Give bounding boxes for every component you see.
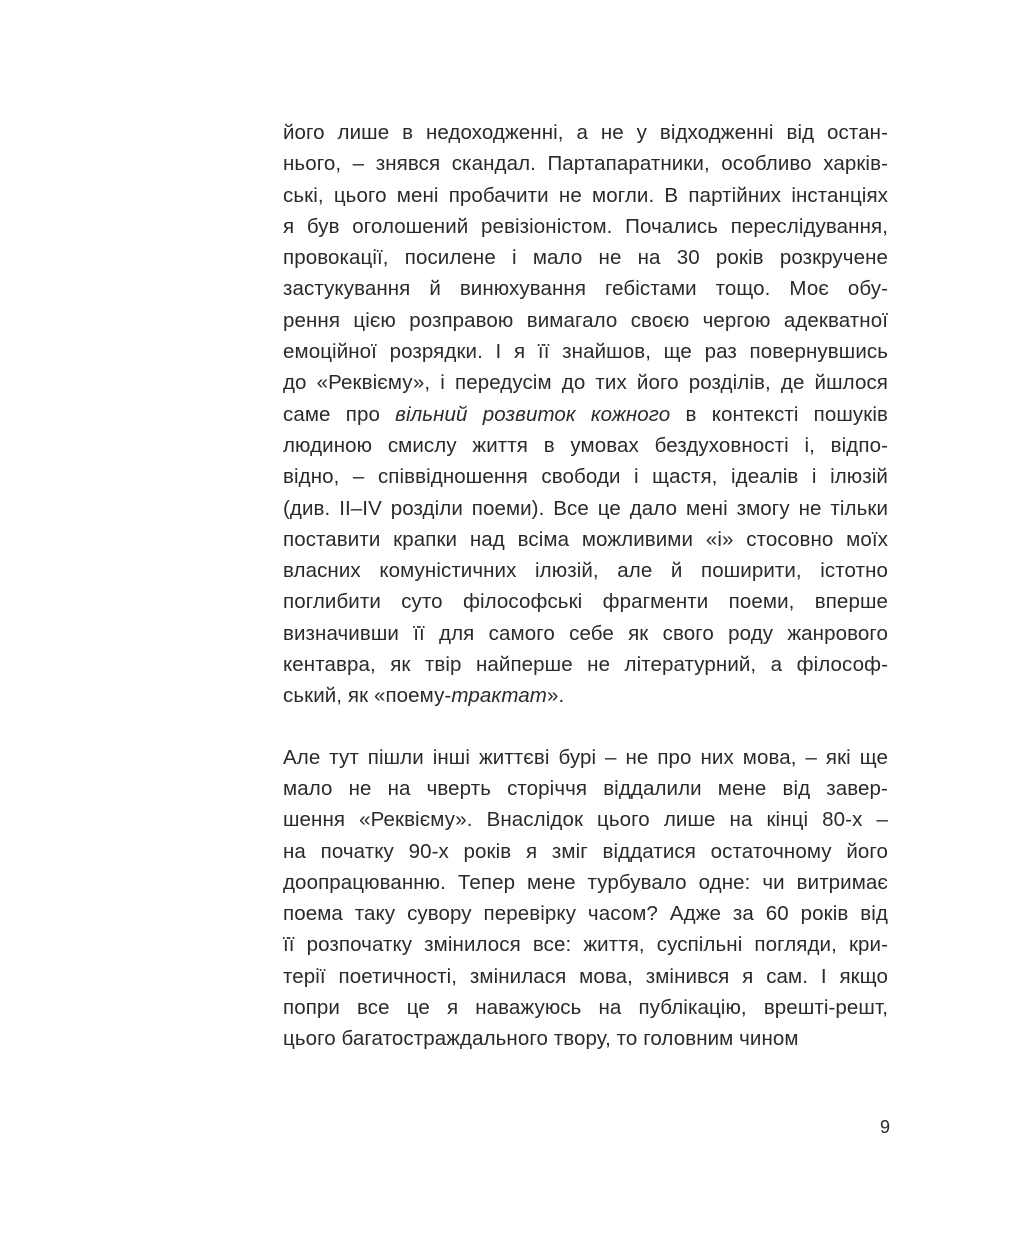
text-line [283,242,888,273]
text-segment: поглибити суто філософські фрагменти поеми, вперше [283,590,888,614]
text-segment: поставити крапки над всіма можливими «і» стосовно моїх [283,527,888,551]
text-line [283,461,888,492]
text-line [283,524,888,555]
text-segment: його лише в недоходженні, а не у відходженні від остан- [283,121,888,144]
text-line [283,211,888,242]
text-line [283,336,888,367]
text-line [283,180,888,211]
text-line [283,148,888,179]
text-segment: людиною смислу життя в умовах бездуховності і, відпо- [283,433,888,457]
italic-segment: вільний розвиток кожного [395,402,671,426]
text-line [283,804,888,835]
text-line [283,867,888,898]
text-segment: в контексті пошуків [670,402,888,426]
text-line [283,555,888,586]
text-segment: я був оголошений ревізіоністом. Почались переслідування, [283,214,888,238]
text-line [283,649,888,680]
text-segment: відно, – співвідношення свободи і щастя, ідеалів і ілюзій [283,465,888,489]
text-segment: рення цією розправою вимагало своєю чергою адекватної [283,308,888,332]
text-line [283,273,888,304]
text-line [283,430,888,461]
text-segment: саме про [283,402,396,426]
text-segment: на початку 90-х років я зміг віддатися остаточному його [283,839,888,863]
italic-segment: трактат [451,684,547,708]
text-line [283,992,888,1023]
text-segment: ський, як «поему- [283,684,452,708]
text-segment: кентавра, як твір найперше не літературний, а філософ- [283,653,888,677]
text-line [283,618,888,649]
text-segment: Але тут пішли інші життєві бурі – не про них мова, – які ще [283,745,888,769]
text-segment: цього багатостраждального твору, то головним чином [283,1027,799,1051]
text-segment: доопрацюванню. Тепер мене турбувало одне: чи витримає [283,870,888,894]
text-segment: шення «Реквієму». Внаслідок цього лише на кінці 80-х – [283,808,888,832]
text-line [283,773,888,804]
page-number: 9 [879,1117,890,1137]
text-segment: до «Реквієму», і передусім до тих його розділів, де йшлося [283,371,888,395]
text-segment: поема таку сувору перевірку часом? Адже за 60 років від [283,902,888,926]
text-line [283,680,888,711]
paragraph [283,117,888,712]
text-segment: визначивши її для самого себе як свого роду жанрового [283,621,888,645]
main-text [283,117,888,1055]
text-segment: провокації, посилене і мало не на 30 років розкручене [283,246,888,270]
text-segment: попри все це я наважуюсь на публікацію, врешті-решт, [283,996,888,1020]
text-segment: (див. ІІ–ІV розділи поеми). Все це дало мені змогу не тільки [283,496,888,520]
text-segment: власних комуністичних ілюзій, але й поширити, істотно [283,559,888,583]
text-segment: її розпочатку змінилося все: життя, суспільні погляди, кри- [283,933,888,957]
text-segment: застукування й винюхування гебістами тощо. Моє обу- [283,277,888,301]
text-line [283,399,888,430]
text-segment: терії поетичності, змінилася мова, змінився я сам. І якщо [283,964,888,988]
text-line [283,367,888,398]
text-line [283,1023,888,1054]
text-segment: ські, цього мені пробачити не могли. В партійних інстанціях [283,183,888,207]
text-segment: нього, – знявся скандал. Партапаратники, особливо харків- [283,152,888,176]
paragraph [283,742,888,1055]
text-line [283,117,888,148]
text-line [283,898,888,929]
paragraph-gap [283,712,888,742]
text-segment: мало не на чверть сторіччя віддалили мене від завер- [283,776,888,800]
text-line [283,493,888,524]
text-line [283,586,888,617]
text-line [283,961,888,992]
text-line [283,929,888,960]
text-line [283,305,888,336]
text-segment: емоційної розрядки. І я її знайшов, ще раз повернувшись [283,340,888,364]
text-line [283,742,888,773]
text-line [283,836,888,867]
text-segment: ». [546,684,565,708]
